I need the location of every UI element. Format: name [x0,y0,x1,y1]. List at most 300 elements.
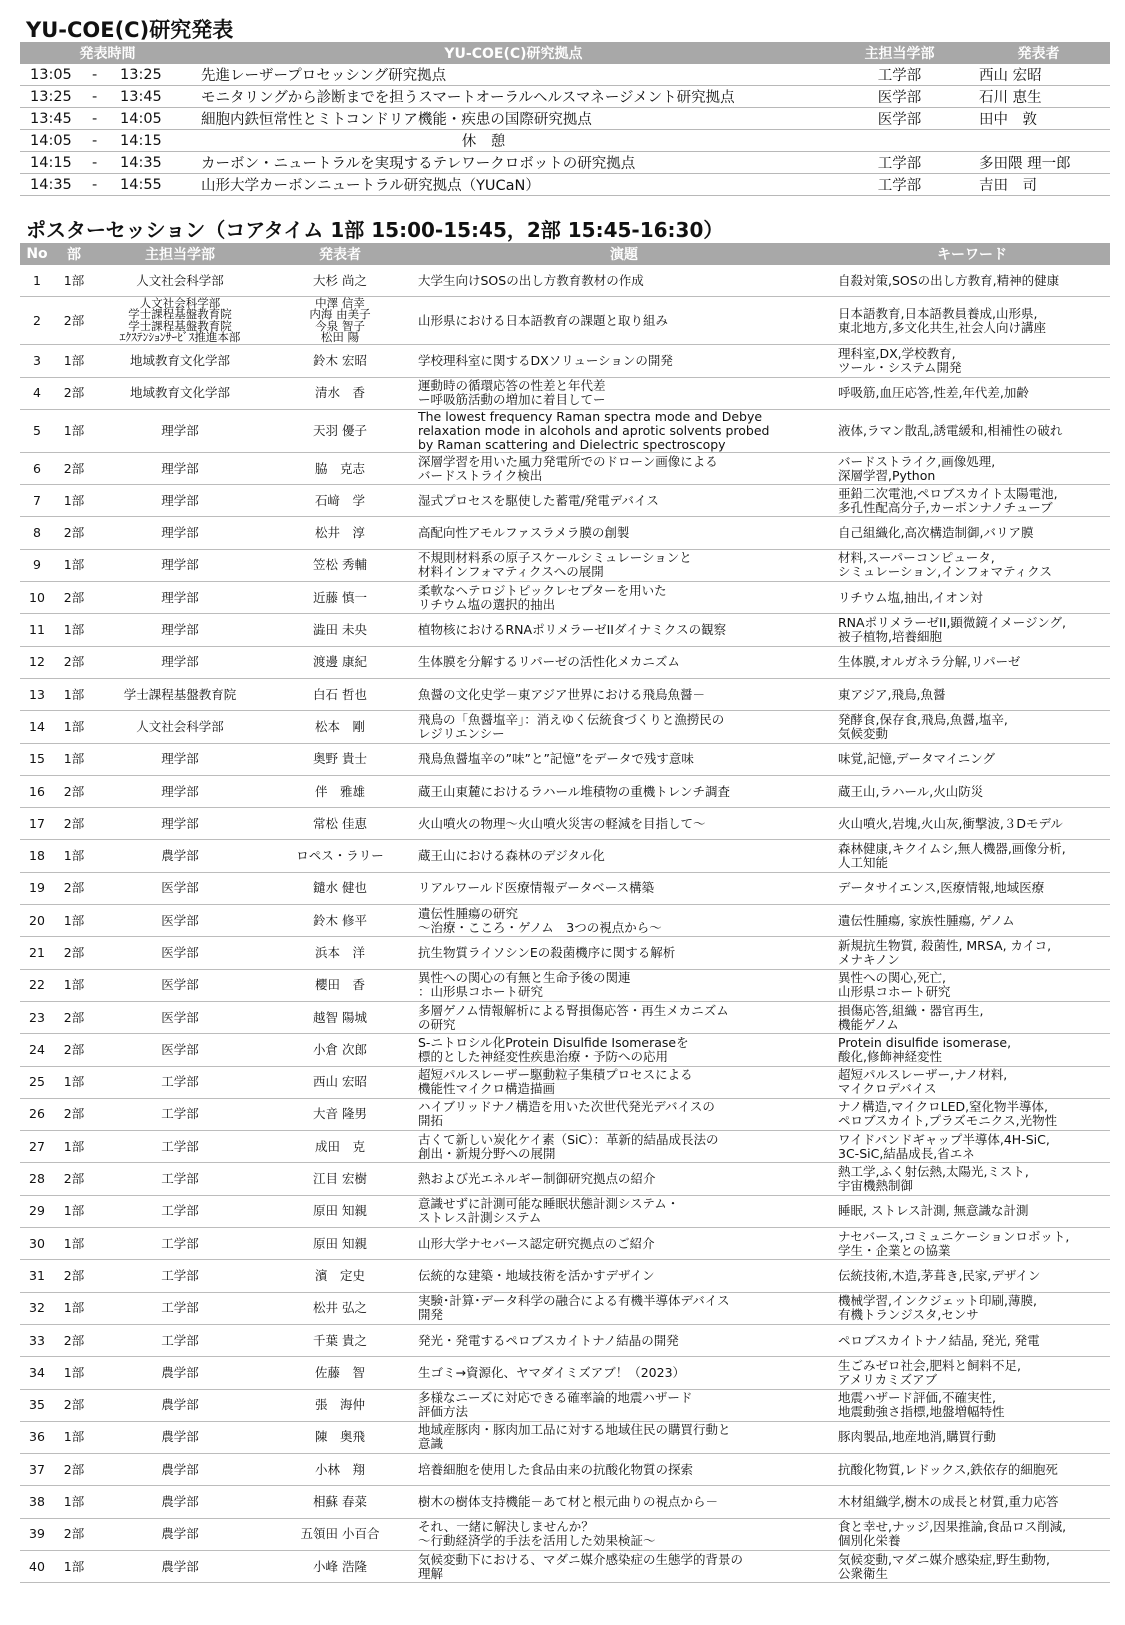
keywords-cell [834,937,1110,969]
poster-no: 40 [20,1550,54,1582]
faculty-cell [94,1001,266,1033]
presenter-line: 櫻田 香 [314,977,365,993]
hub-name: 細胞内鉄恒常性とミトコンドリア機能・疾患の国際研究拠点 [195,108,832,130]
poster-no: 8 [20,517,54,549]
presenter-cell [266,1228,414,1260]
faculty-cell [94,1357,266,1389]
poster-no: 30 [20,1228,54,1260]
presenter-line: 江目 宏樹 [313,1171,367,1187]
title-line: 山形大学ナセバース認定研究拠点のご紹介 [418,1235,655,1251]
keyword-line: 気候変動,マダニ媒介感染症,野生動物, [838,1551,1050,1567]
faculty: 工学部 [832,152,967,174]
keywords-cell [834,1357,1110,1389]
title-cell [414,1131,834,1163]
end-time: 14:05 [120,110,162,127]
keywords-cell [834,678,1110,710]
poster-no: 1 [20,265,54,297]
title-cell [414,345,834,377]
presenter-line: 西山 宏昭 [313,1074,367,1090]
keyword-line: 機能ゲノム [838,1016,899,1032]
header-title: 演題 [414,243,834,265]
faculty [832,130,967,152]
presenter-line: 大杉 尚之 [313,272,367,288]
title-cell [414,1357,834,1389]
table-row [20,1098,1110,1130]
title-cell [414,1260,834,1292]
keyword-line: 自己組織化,高次構造制御,バリア膜 [838,525,1034,541]
poster-part: 1部 [54,1131,94,1163]
title-cell [414,614,834,646]
header-faculty: 主担当学部 [94,243,266,265]
poster-no: 33 [20,1324,54,1356]
presenter-line: 小峰 浩隆 [313,1558,367,1574]
faculty-line: 人文社会科学部 [139,296,221,310]
faculty-cell [94,775,266,807]
presentation-section-title: YU-COE(C)研究発表 [26,18,234,42]
poster-no: 32 [20,1292,54,1324]
poster-no: 16 [20,775,54,807]
presentation-schedule-table [20,42,1110,196]
faculty-cell [94,297,266,345]
keyword-line: 地震ハザード評価,不確実性, [838,1390,996,1406]
poster-no: 6 [20,452,54,484]
poster-no: 17 [20,808,54,840]
faculty-line: 医学部 [161,1009,199,1025]
title-cell [414,1034,834,1066]
poster-part: 2部 [54,517,94,549]
keyword-line: 日本語教育,日本語教員養成,山形県, [838,305,1038,321]
presenter-cell [266,840,414,872]
title-line: 意識せずに計測可能な睡眠状態計測システム・ [418,1196,680,1212]
keyword-line: 多孔性配高分子,カーボンナノチューブ [838,499,1053,515]
presenter-line: 天羽 優子 [313,422,367,438]
faculty-line: 医学部 [161,880,199,896]
keyword-line: 伝統技術,木造,茅葺き,民家,デザイン [838,1267,1041,1283]
title-line: 理解 [418,1565,444,1581]
poster-part: 2部 [54,1163,94,1195]
faculty-cell [94,969,266,1001]
table-row [20,1195,1110,1227]
presenter-cell [266,1389,414,1421]
title-cell [414,1098,834,1130]
keyword-line: 損傷応答,組織・器官再生, [838,1002,984,1018]
time-cell [20,130,195,152]
keyword-line: 東アジア,飛鳥,魚醤 [838,686,946,702]
presenter [967,130,1110,152]
keywords-cell [834,1389,1110,1421]
faculty-cell [94,1454,266,1486]
title-line: 遺伝性腫瘍の研究 [418,905,519,921]
title-cell [414,937,834,969]
presenter-line: 鑓水 健也 [313,880,367,896]
faculty-line: 地域教育文化学部 [129,352,230,368]
keywords-cell [834,377,1110,409]
presenter-line: 鈴木 宏昭 [313,352,367,368]
presenter-line: 濱 定史 [314,1267,365,1283]
faculty-cell [94,1518,266,1550]
poster-no: 11 [20,614,54,646]
presenter-cell [266,743,414,775]
keyword-line: 蔵王山,ラハール,火山防災 [838,783,984,799]
keyword-line: 森林健康,キクイムシ,無人機器,画像分析, [838,841,1066,857]
table-row [20,108,1110,130]
poster-no: 31 [20,1260,54,1292]
presenter-line: 石﨑 学 [314,492,365,508]
table-row [20,297,1110,345]
presenter-line: 今泉 智子 [315,318,365,333]
poster-no: 14 [20,711,54,743]
title-line: 運動時の循環応答の性差と年代差 [418,378,606,394]
keyword-line: 生ごみゼロ社会,肥料と飼料不足, [838,1357,1021,1373]
poster-no: 23 [20,1001,54,1033]
presenter-cell [266,485,414,517]
faculty-line: 医学部 [161,977,199,993]
keyword-line: 自殺対策,SOSの出し方教育,精神的健康 [838,272,1060,288]
presenter-line: ロペス・ラリー [296,848,384,864]
presenter-line: 松田 陽 [320,330,360,345]
title-line: 機能性マイクロ構造描画 [418,1081,556,1097]
title-line: ハイブリッドナノ構造を用いた次世代発光デバイスの [418,1099,715,1115]
keywords-cell [834,1001,1110,1033]
table-row [20,840,1110,872]
hub-name: カーボン・ニュートラルを実現するテレワークロボットの研究拠点 [195,152,832,174]
faculty-cell [94,678,266,710]
presenter-line: 小林 翔 [314,1461,365,1477]
keyword-line: 熱工学,ふく射伝熱,太陽光,ミスト, [838,1164,1029,1180]
poster-no: 34 [20,1357,54,1389]
header-hub: YU-COE(C)研究拠点 [195,42,832,64]
keyword-line: 東北地方,多文化共生,社会人向け講座 [838,319,1046,335]
faculty-line: 工学部 [161,1203,199,1219]
title-line: ストレス計測システム [418,1210,542,1226]
title-cell [414,1292,834,1324]
header-part: 部 [54,243,94,265]
presenter-line: 鈴木 修平 [313,912,367,928]
table-row [20,64,1110,86]
keyword-line: Protein disulfide isomerase, [838,1034,1012,1050]
presenter-cell [266,711,414,743]
presenter-line: 佐藤 智 [314,1364,365,1380]
keywords-cell [834,297,1110,345]
faculty-cell [94,1034,266,1066]
presenter-line: 小倉 次郎 [313,1041,367,1057]
poster-part: 1部 [54,614,94,646]
title-cell [414,297,834,345]
table-row [20,582,1110,614]
table-row [20,1228,1110,1260]
faculty-line: 理学部 [161,557,199,573]
table-row [20,1292,1110,1324]
time-dash: - [92,154,98,171]
title-cell [414,711,834,743]
faculty-cell [94,582,266,614]
presenter: 西山 宏昭 [967,64,1110,86]
keywords-cell [834,905,1110,937]
poster-part: 1部 [54,678,94,710]
hub-name: 休 憩 [195,130,832,152]
faculty-cell [94,1486,266,1518]
title-cell [414,1163,834,1195]
keywords-cell [834,1292,1110,1324]
poster-part: 1部 [54,345,94,377]
presenter-line: 成田 克 [314,1138,365,1154]
poster-part: 2部 [54,1454,94,1486]
poster-part: 2部 [54,1001,94,1033]
table-row [20,452,1110,484]
title-line: 生体膜を分解するリパーゼの活性化メカニズム [418,654,680,670]
title-line: 創出・新規分野への展開 [418,1145,556,1161]
table-row [20,86,1110,108]
title-line: 意識 [418,1436,444,1452]
title-cell [414,1001,834,1033]
keyword-line: ペロブスカイトナノ結晶, 発光, 発電 [838,1332,1040,1348]
faculty-cell [94,1163,266,1195]
presenter-line: 大音 隆男 [313,1106,367,1122]
faculty-line: 農学部 [161,1494,199,1510]
poster-part: 2部 [54,297,94,345]
presenter-line: 常松 佳恵 [313,815,367,831]
keywords-cell [834,1486,1110,1518]
keywords-cell [834,711,1110,743]
hub-name: 山形大学カーボンニュートラル研究拠点（YUCaN） [195,174,832,196]
keyword-line: 有機トランジスタ,センサ [838,1307,979,1323]
title-line: リチウム塩の選択的抽出 [418,596,556,612]
title-cell [414,1518,834,1550]
header-time: 発表時間 [20,42,195,64]
title-line: 蔵王山東麓におけるラハール堆積物の重機トレンチ調査 [418,783,730,799]
title-line: 樹木の樹体支持機能－あて材と根元曲りの視点から－ [418,1494,719,1510]
poster-part: 1部 [54,1228,94,1260]
faculty-line: 学士課程基盤教育院 [128,307,232,322]
faculty-cell [94,1228,266,1260]
time-cell [20,86,195,108]
keyword-line: 公衆衛生 [838,1565,889,1581]
presenter-line: 陳 奥飛 [314,1429,365,1445]
faculty-line: 農学部 [161,1429,199,1445]
title-line: 飛鳥の「魚醤塩辛」：消えゆく伝統食づくりと漁撈民の [418,711,725,727]
keywords-cell [834,1131,1110,1163]
end-time: 14:15 [120,132,162,149]
poster-part: 1部 [54,711,94,743]
faculty-line: 医学部 [161,1041,199,1057]
keywords-cell [834,614,1110,646]
presenter-line: 千葉 貴之 [313,1332,367,1348]
title-line: 材料インフォマティクスへの展開 [418,564,604,580]
presenter-cell [266,646,414,678]
poster-part: 1部 [54,743,94,775]
faculty-cell [94,1195,266,1227]
keyword-line: 呼吸筋,血圧応答,性差,年代差,加齢 [838,385,1029,401]
keywords-cell [834,1518,1110,1550]
poster-part: 1部 [54,549,94,581]
keywords-cell [834,872,1110,904]
time-cell [20,174,195,196]
faculty-line: 理学部 [161,783,199,799]
keyword-line: 液体,ラマン散乱,誘電緩和,相補性の破れ [838,422,1063,438]
keyword-line: アメリカミズアブ [838,1371,938,1387]
keywords-cell [834,265,1110,297]
keyword-line: 山形県コホート研究 [838,984,951,1000]
presenter-line: 内海 由美子 [309,307,371,322]
faculty-line: 人文社会科学部 [136,718,224,734]
title-cell [414,1486,834,1518]
poster-part: 2部 [54,775,94,807]
poster-no: 13 [20,678,54,710]
faculty-line: 農学部 [161,1526,199,1542]
poster-part: 1部 [54,1486,94,1518]
faculty-cell [94,485,266,517]
keyword-line: 亜鉛二次電池,ペロブスカイト太陽電池, [838,485,1058,501]
keywords-cell [834,1195,1110,1227]
keyword-line: 個別化栄養 [838,1533,901,1549]
keywords-cell [834,775,1110,807]
presenter-line: 澁田 未央 [313,622,367,638]
faculty-cell [94,646,266,678]
presenter-cell [266,1454,414,1486]
faculty-cell [94,1324,266,1356]
table-row [20,1454,1110,1486]
time-cell [20,108,195,130]
presenter-cell [266,582,414,614]
keyword-line: 木材組織学,樹木の成長と材質,重力応答 [838,1494,1059,1510]
poster-part: 1部 [54,969,94,1001]
title-line: 深層学習を用いた風力発電所でのドローン画像による [418,453,718,469]
table-row [20,1421,1110,1453]
table-row [20,517,1110,549]
start-time: 13:45 [30,110,72,127]
poster-no: 3 [20,345,54,377]
presenter-line: 笠松 秀輔 [313,557,367,573]
poster-no: 26 [20,1098,54,1130]
faculty-line: 理学部 [161,815,199,831]
table-row [20,743,1110,775]
title-cell [414,678,834,710]
title-line: 不規則材料系の原子スケールシミュレーションと [418,550,692,566]
keyword-line: 睡眠, ストレス計測, 無意識な計測 [838,1203,1029,1219]
title-line: 抗生物質ライソシンEの殺菌機序に関する解析 [418,944,676,960]
title-line: 開発 [418,1307,444,1323]
poster-part: 1部 [54,1550,94,1582]
title-cell [414,840,834,872]
table-row [20,1260,1110,1292]
presenter-cell [266,1034,414,1066]
faculty-cell [94,905,266,937]
poster-no: 38 [20,1486,54,1518]
end-time: 14:35 [120,154,162,171]
header-presenter: 発表者 [266,243,414,265]
keyword-line: マイクロデバイス [838,1081,937,1097]
keyword-line: 生体膜,オルガネラ分解,リパーゼ [838,654,1021,670]
poster-no: 18 [20,840,54,872]
keyword-line: 抗酸化物質,レドックス,鉄依存的細胞死 [838,1461,1058,1477]
table-header-row [20,42,1110,64]
title-line: 魚醤の文化史学－東アジア世界における飛鳥魚醤－ [418,686,706,702]
title-cell [414,377,834,409]
faculty-line: 理学部 [161,525,199,541]
end-time: 13:25 [120,66,162,83]
poster-part: 1部 [54,409,94,452]
faculty-cell [94,549,266,581]
faculty: 工学部 [832,64,967,86]
faculty-line: 工学部 [161,1074,199,1090]
poster-no: 19 [20,872,54,904]
title-line: by Raman scattering and Dielectric spectroscopy [418,436,726,452]
start-time: 14:05 [30,132,72,149]
faculty-line: 学士課程基盤教育院 [123,686,237,702]
time-dash: - [92,66,98,83]
presenter-line: 原田 知親 [313,1203,367,1219]
presenter-cell [266,775,414,807]
table-row [20,1518,1110,1550]
poster-part: 2部 [54,1034,94,1066]
table-row [20,549,1110,581]
poster-no: 7 [20,485,54,517]
presenter-line: 越智 陽城 [313,1009,367,1025]
presenter-cell [266,1098,414,1130]
keyword-line: バードストライク,画像処理, [838,453,996,469]
table-row [20,646,1110,678]
presenter-cell [266,265,414,297]
faculty-line: 農学部 [161,1461,199,1477]
presenter-line: 近藤 慎一 [313,589,367,605]
presenter-line: 中澤 信幸 [315,296,365,310]
faculty-cell [94,711,266,743]
presenter-cell [266,517,414,549]
presenter-cell [266,409,414,452]
table-row [20,872,1110,904]
poster-no: 37 [20,1454,54,1486]
poster-no: 15 [20,743,54,775]
poster-no: 21 [20,937,54,969]
keyword-line: 地震動強さ指標,地盤増幅特性 [838,1404,1005,1420]
title-line: 多様なニーズに対応できる確率論的地震ハザード [418,1390,693,1406]
faculty-line: 農学部 [161,1364,199,1380]
title-line: 多層ゲノム情報解析による腎損傷応答・再生メカニズム [418,1002,729,1018]
keywords-cell [834,485,1110,517]
title-line: 山形県における日本語教育の課題と取り組み [418,312,669,328]
faculty-line: 人文社会科学部 [136,272,224,288]
faculty-cell [94,743,266,775]
poster-no: 35 [20,1389,54,1421]
presenter-line: 松本 剛 [314,718,365,734]
title-line: The lowest frequency Raman spectra mode and Debye [418,409,763,424]
poster-part: 2部 [54,1389,94,1421]
title-line: それ、一緒に解決しませんか？ [418,1519,594,1535]
poster-part: 2部 [54,872,94,904]
poster-session-table [20,243,1110,1583]
title-cell [414,872,834,904]
presenter-line: 張 海仲 [314,1397,365,1413]
poster-no: 25 [20,1066,54,1098]
presenter-cell [266,1260,414,1292]
keywords-cell [834,1421,1110,1453]
start-time: 13:25 [30,88,72,105]
poster-no: 39 [20,1518,54,1550]
table-row [20,1389,1110,1421]
title-cell [414,1324,834,1356]
title-line: S-ニトロシル化Protein Disulfide Isomeraseを [418,1034,689,1050]
title-line: 〜行動経済学的手法を活用した効果検証〜 [418,1533,656,1549]
keywords-cell [834,1260,1110,1292]
start-time: 14:15 [30,154,72,171]
time-cell [20,152,195,174]
poster-part: 2部 [54,1324,94,1356]
table-row [20,905,1110,937]
keyword-line: RNAポリメラーゼII,顕微鏡イメージング, [838,615,1066,631]
title-line: 異性への関心の有無と生命予後の関連 [418,970,631,986]
keywords-cell [834,840,1110,872]
keyword-line: シミュレーション,インフォマティクス [838,564,1052,580]
